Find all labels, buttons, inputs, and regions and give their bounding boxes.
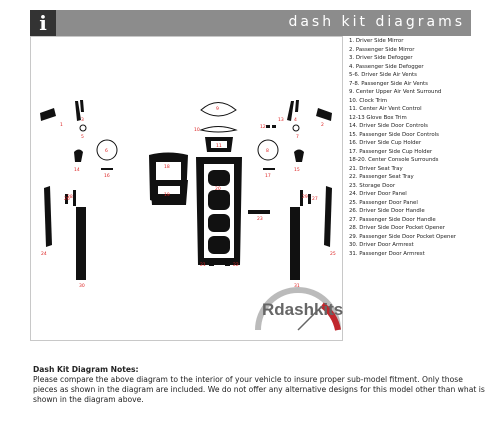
legend-item: 14. Driver Side Door Controls xyxy=(349,123,428,129)
label-17: 17 xyxy=(265,174,271,179)
legend-item: 29. Passenger Side Door Pocket Opener xyxy=(349,233,456,240)
legend-item: 10. Clock Trim xyxy=(349,97,388,104)
legend-item: 5-6. Driver Side Air Vents xyxy=(349,72,417,78)
label-6: 6 xyxy=(105,149,108,154)
legend-item: 26. Driver Side Door Handle xyxy=(349,208,425,214)
part-24-driver-door-panel xyxy=(44,186,52,247)
label-26: 26 xyxy=(64,197,70,202)
label-30: 30 xyxy=(79,284,85,289)
label-23: 23 xyxy=(257,217,263,222)
part-7-passenger-vent xyxy=(287,101,294,121)
part-20-inner-2 xyxy=(208,190,230,210)
label-18: 18 xyxy=(164,165,170,170)
part-15-passenger-door-controls xyxy=(294,150,304,163)
legend-item: 4. Passenger Side Defogger xyxy=(349,63,424,70)
legend-item: 1. Driver Side Mirror xyxy=(349,38,404,44)
part-25-passenger-door-panel xyxy=(324,186,332,247)
part-3-driver-defogger xyxy=(80,125,86,131)
part-12-glove-box-trim xyxy=(266,125,270,128)
legend-item: 12-13 Glove Box Trim xyxy=(349,114,407,121)
part-20-inner-4 xyxy=(208,236,230,254)
part-27-passenger-door-handle xyxy=(308,194,311,204)
part-23-storage-door xyxy=(248,210,270,214)
label-8: 8 xyxy=(266,149,269,154)
rdashkits-logo: Rdashkits xyxy=(262,300,344,319)
label-12: 12 xyxy=(260,125,266,130)
part-30-driver-armrest xyxy=(76,207,86,280)
parts-legend xyxy=(349,37,494,258)
legend-item: 15. Passenger Side Door Controls xyxy=(349,131,439,138)
legend-item: 9. Center Upper Air Vent Surround xyxy=(349,89,442,95)
legend-item: 23. Storage Door xyxy=(349,182,396,189)
info-icon: i xyxy=(30,10,56,36)
part-31-passenger-armrest xyxy=(290,207,300,280)
legend-item: 11. Center Air Vent Control xyxy=(349,106,422,112)
label-2: 2 xyxy=(321,123,324,128)
label-7: 7 xyxy=(296,135,299,140)
part-1-driver-mirror xyxy=(40,108,56,121)
legend-item: 31. Passenger Door Armrest xyxy=(349,250,425,257)
part-22-passenger-seat-tray xyxy=(225,262,230,266)
label-3: 3 xyxy=(81,118,84,123)
diagram-notes xyxy=(33,365,485,405)
label-20: 20 xyxy=(215,187,221,192)
legend-item: 28. Driver Side Door Pocket Opener xyxy=(349,225,445,231)
notes-body: Please compare the above diagram to the interior of your vehicle to insure proper sub-model fitment. Only those pieces as shown in the diagram are included. We do not offer any alternative designs for this model other than what is shown in the diagram above. xyxy=(33,375,485,404)
legend-item: 2. Passenger Side Mirror xyxy=(349,46,415,53)
label-28: 28 xyxy=(67,195,73,200)
part-4-passenger-defogger xyxy=(293,125,299,131)
label-9: 9 xyxy=(216,107,219,112)
part-28-driver-pocket-opener xyxy=(73,190,76,206)
part-16-driver-cup-holder xyxy=(101,168,113,170)
label-21: 21 xyxy=(200,263,206,268)
label-16: 16 xyxy=(104,174,110,179)
part-6-driver-vent xyxy=(80,100,84,112)
legend-item: 17. Passenger Side Cup Holder xyxy=(349,148,433,155)
label-31: 31 xyxy=(294,284,300,289)
label-29: 29 xyxy=(302,195,308,200)
label-10: 10 xyxy=(194,128,200,133)
part-20-inner-1 xyxy=(208,170,230,186)
legend-item: 30. Driver Door Armrest xyxy=(349,242,414,248)
part-2-passenger-mirror xyxy=(316,108,332,121)
part-8-passenger-vent xyxy=(295,100,299,112)
legend-item: 18-20. Center Console Surrounds xyxy=(349,157,439,163)
legend-item: 22. Passenger Seat Tray xyxy=(349,174,414,180)
label-25: 25 xyxy=(330,252,336,257)
label-22: 22 xyxy=(233,263,239,268)
label-13: 13 xyxy=(278,118,284,123)
part-21-driver-seat-tray xyxy=(209,262,214,266)
label-1: 1 xyxy=(60,123,63,128)
part-13-glove-box-trim xyxy=(272,125,276,128)
label-15: 15 xyxy=(294,168,300,173)
label-14: 14 xyxy=(74,168,80,173)
legend-item: 16. Driver Side Cup Holder xyxy=(349,140,422,146)
part-17-passenger-cup-holder xyxy=(263,168,275,170)
part-14-driver-door-controls xyxy=(74,150,83,163)
legend-item: 21. Driver Seat Tray xyxy=(349,165,403,172)
legend-item: 3. Driver Side Defogger xyxy=(349,55,413,61)
part-10-clock-trim xyxy=(201,127,236,133)
label-11: 11 xyxy=(216,144,222,149)
part-20-inner-3 xyxy=(208,214,230,232)
label-27: 27 xyxy=(312,197,318,202)
legend-item: 25. Passenger Door Panel xyxy=(349,199,418,206)
label-5: 5 xyxy=(81,135,84,140)
notes-title: Dash Kit Diagram Notes: xyxy=(33,365,139,374)
legend-item: 27. Passenger Side Door Handle xyxy=(349,216,436,223)
legend-item: 7-8. Passenger Side Air Vents xyxy=(349,80,428,87)
label-19: 19 xyxy=(164,193,170,198)
label-4: 4 xyxy=(294,118,297,123)
header-title: dash kit diagrams xyxy=(288,14,465,30)
legend-item: 24. Driver Door Panel xyxy=(349,191,407,197)
label-24: 24 xyxy=(41,252,47,257)
